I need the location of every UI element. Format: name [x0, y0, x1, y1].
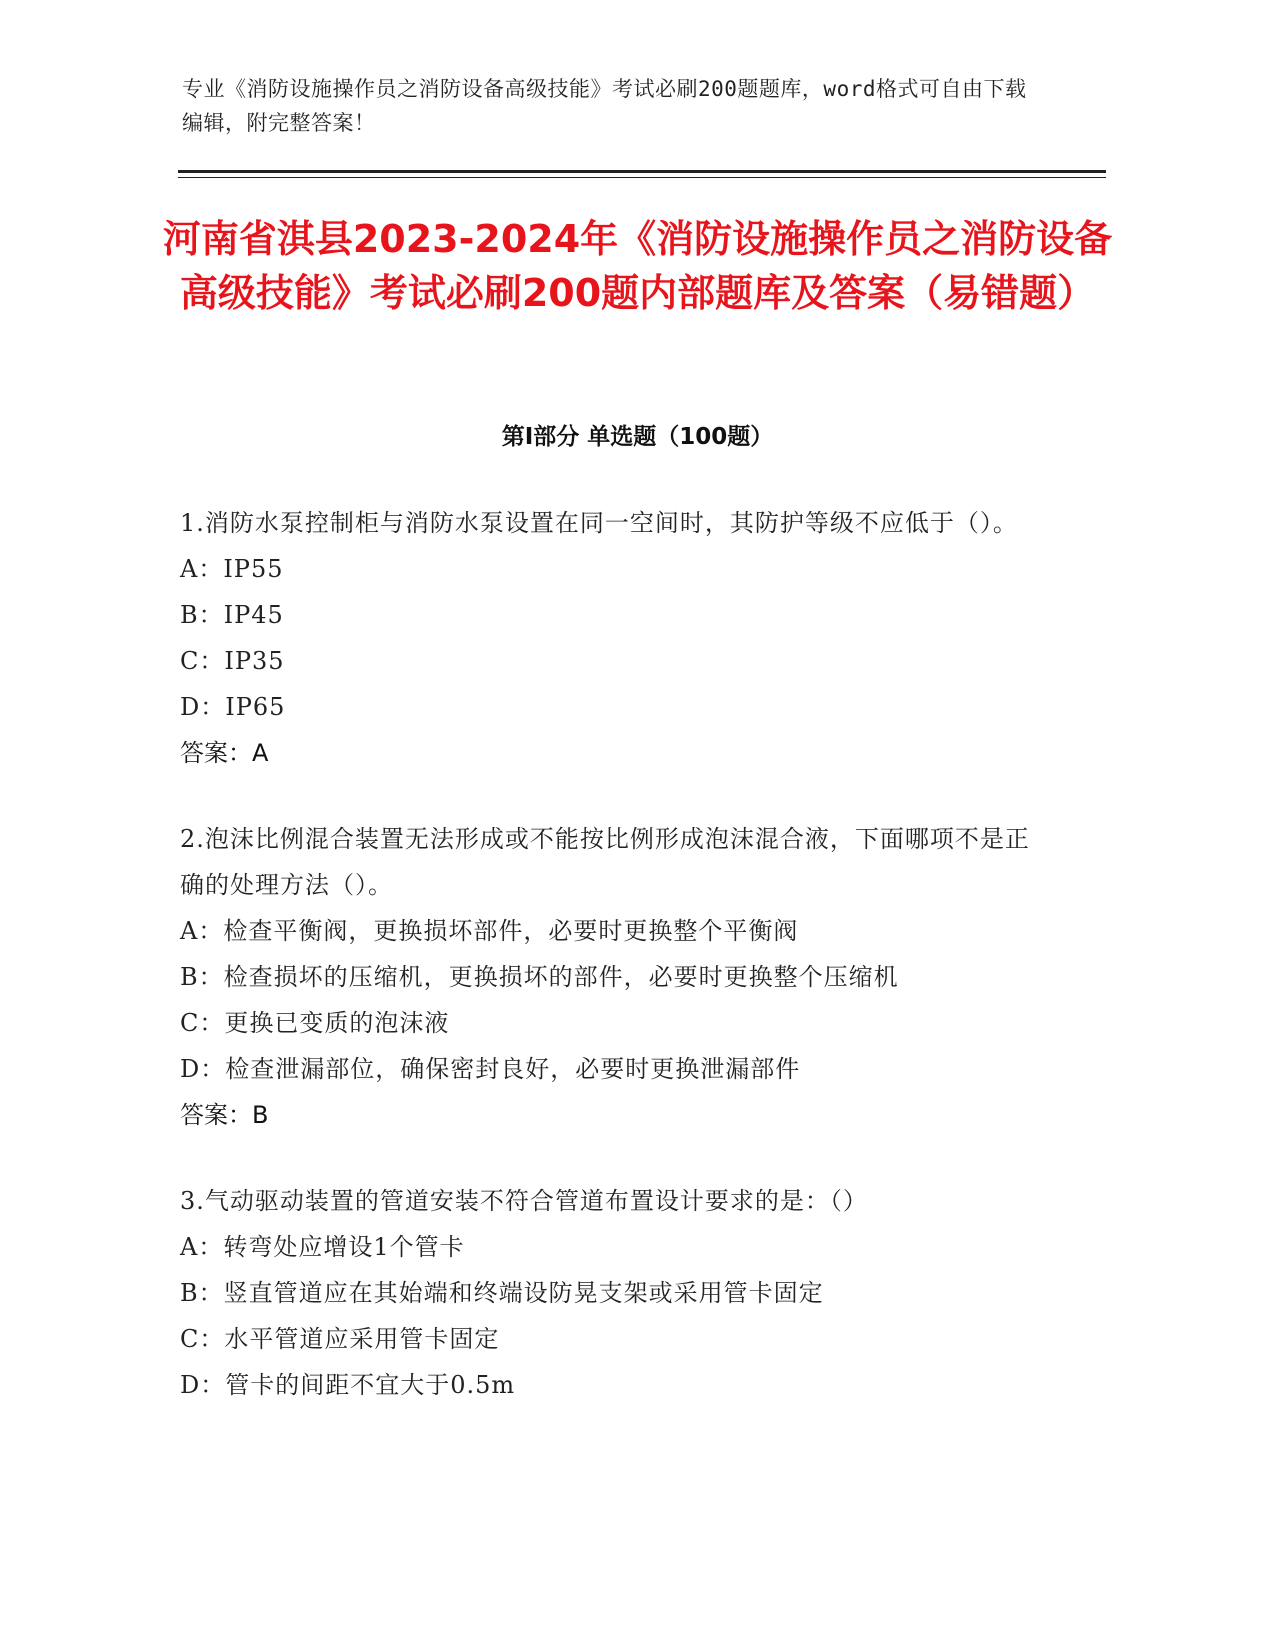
option-c: C：更换已变质的泡沫液: [180, 1009, 450, 1037]
answer: 答案：B: [180, 1101, 269, 1129]
option-c: C：IP35: [180, 647, 285, 675]
header-note: 专业《消防设施操作员之消防设备高级技能》考试必刷200题题库，word格式可自由下载编辑，附完整答案！: [182, 77, 1027, 135]
question-stem: 2.泡沫比例混合装置无法形成或不能按比例形成泡沫混合液，下面哪项不是正确的处理方法（）。: [180, 825, 1030, 899]
header-rule-thin: [178, 177, 1106, 178]
option-b: B：检查损坏的压缩机，更换损坏的部件，必要时更换整个压缩机: [180, 963, 899, 991]
question-list: [180, 500, 1030, 1448]
document-title: 河南省淇县2023-2024年《消防设施操作员之消防设备高级技能》考试必刷200题内部题库及答案（易错题）: [162, 217, 1113, 315]
question-3: [180, 1178, 1030, 1408]
answer: 答案：A: [180, 739, 269, 767]
option-d: D：IP65: [180, 693, 286, 721]
option-c: C：水平管道应采用管卡固定: [180, 1325, 500, 1353]
header-rule-thick: [178, 170, 1106, 173]
option-d: D：管卡的间距不宜大于0.5m: [180, 1371, 516, 1399]
question-2: [180, 816, 1030, 1138]
section-heading: 第Ⅰ部分 单选题（100题）: [501, 424, 774, 450]
option-a: A：IP55: [180, 555, 284, 583]
question-stem: 1.消防水泵控制柜与消防水泵设置在同一空间时，其防护等级不应低于（）。: [180, 509, 1018, 537]
option-b: B：竖直管道应在其始端和终端设防晃支架或采用管卡固定: [180, 1279, 824, 1307]
option-a: A：检查平衡阀，更换损坏部件，必要时更换整个平衡阀: [180, 917, 799, 945]
option-b: B：IP45: [180, 601, 284, 629]
option-d: D：检查泄漏部位，确保密封良好，必要时更换泄漏部件: [180, 1055, 801, 1083]
option-a: A：转弯处应增设1个管卡: [180, 1233, 465, 1261]
question-stem: 3.气动驱动装置的管道安装不符合管道布置设计要求的是：（）: [180, 1187, 868, 1215]
question-1: [180, 500, 1030, 776]
